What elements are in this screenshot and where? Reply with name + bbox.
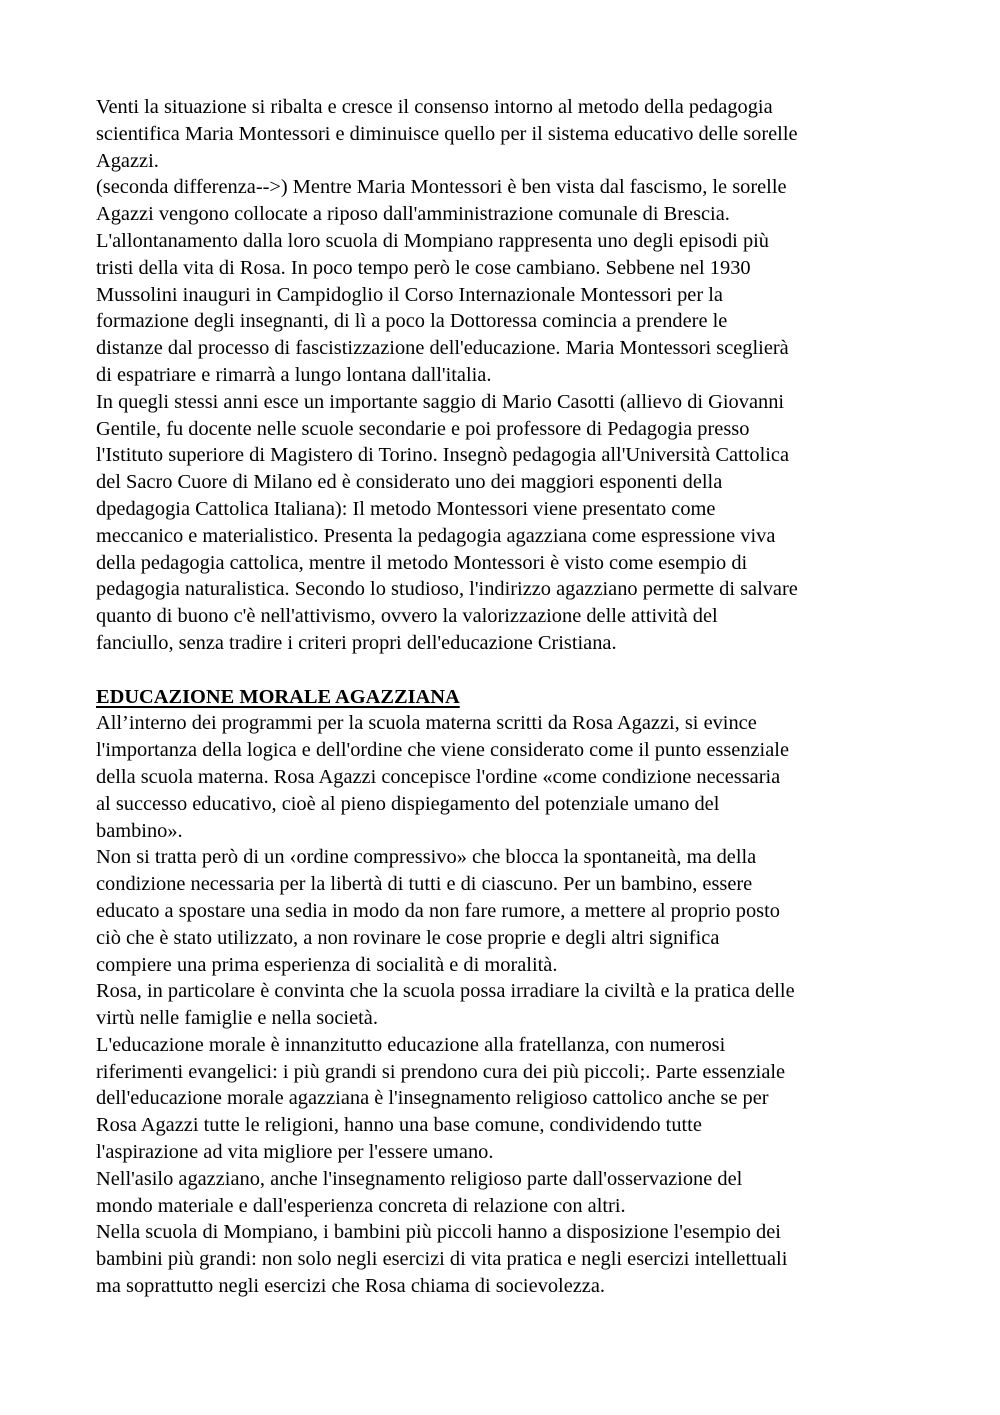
- text-line: fanciullo, senza tradire i criteri propri dell'educazione Cristiana.: [96, 631, 617, 654]
- section-body: [96, 710, 916, 1300]
- document-page: [96, 94, 916, 1300]
- text-line: L'educazione morale è innanzitutto educazione alla fratellanza, con numerosi: [96, 1033, 726, 1056]
- text-line: tristi della vita di Rosa. In poco tempo però le cose cambiano. Sebbene nel 1930: [96, 256, 751, 279]
- text-line: quanto di buono c'è nell'attivismo, ovvero la valorizzazione delle attività del: [96, 605, 718, 628]
- text-line: Nell'asilo agazziano, anche l'insegnamento religioso parte dall'osservazione del: [96, 1167, 743, 1190]
- text-line: ciò che è stato utilizzato, a non rovinare le cose proprie e degli altri significa: [96, 926, 720, 949]
- text-line: In quegli stessi anni esce un importante saggio di Mario Casotti (allievo di Giovanni: [96, 390, 785, 413]
- text-line: Rosa, in particolare è convinta che la scuola possa irradiare la civiltà e la pratica delle: [96, 980, 795, 1003]
- paragraph: [96, 94, 916, 174]
- text-line: Agazzi.: [96, 149, 159, 172]
- text-line: educato a spostare una sedia in modo da non fare rumore, a mettere al proprio posto: [96, 899, 780, 922]
- text-line: di espatriare e rimarrà a lungo lontana dall'italia.: [96, 363, 492, 386]
- text-line: pedagogia naturalistica. Secondo lo studioso, l'indirizzo agazziano permette di salvare: [96, 578, 798, 601]
- text-line: ma soprattutto negli esercizi che Rosa chiama di socievolezza.: [96, 1275, 605, 1298]
- text-line: dell'educazione morale agazziana è l'insegnamento religioso cattolico anche se per: [96, 1087, 769, 1110]
- section-spacer: [96, 657, 916, 684]
- text-line: dpedagogia Cattolica Italiana): Il metodo Montessori viene presentato come: [96, 497, 716, 520]
- text-line: Non si tratta però di un ‹ordine compressivo» che blocca la spontaneità, ma della: [96, 846, 757, 869]
- text-line: bambini più grandi: non solo negli esercizi di vita pratica e negli esercizi intellettuali: [96, 1248, 788, 1271]
- text-line: meccanico e materialistico. Presenta la pedagogia agazziana come espressione viva: [96, 524, 776, 547]
- text-line: Mussolini inauguri in Campidoglio il Corso Internazionale Montessori per la: [96, 283, 723, 306]
- paragraph: [96, 978, 916, 1032]
- section-heading: EDUCAZIONE MORALE AGAZZIANA: [96, 685, 460, 708]
- paragraph: [96, 174, 916, 388]
- text-line: distanze dal processo di fascistizzazione dell'educazione. Maria Montessori sceglierà: [96, 337, 789, 360]
- paragraph: [96, 1219, 916, 1299]
- text-line: L'allontanamento dalla loro scuola di Mompiano rappresenta uno degli episodi più: [96, 229, 770, 252]
- paragraph: [96, 389, 916, 657]
- text-line: Agazzi vengono collocate a riposo dall'amministrazione comunale di Brescia.: [96, 203, 730, 226]
- paragraph: [96, 1032, 916, 1166]
- paragraph: [96, 844, 916, 978]
- text-line: l'Istituto superiore di Magistero di Torino. Insegnò pedagogia all'Università Cattolica: [96, 444, 790, 467]
- text-line: riferimenti evangelici: i più grandi si prendono cura dei più piccoli;. Parte essenziale: [96, 1060, 786, 1083]
- text-line: Rosa Agazzi tutte le religioni, hanno una base comune, condividendo tutte: [96, 1114, 702, 1137]
- text-line: All’interno dei programmi per la scuola materna scritti da Rosa Agazzi, si evince: [96, 712, 757, 735]
- text-line: al successo educativo, cioè al pieno dispiegamento del potenziale umano del: [96, 792, 720, 815]
- text-line: virtù nelle famiglie e nella società.: [96, 1007, 378, 1030]
- paragraph: [96, 710, 916, 844]
- text-line: formazione degli insegnanti, di lì a poco la Dottoressa comincia a prendere le: [96, 310, 728, 333]
- text-line: scientifica Maria Montessori e diminuisce quello per il sistema educativo delle sorelle: [96, 122, 798, 145]
- intro-section: [96, 94, 916, 657]
- text-line: mondo materiale e dall'esperienza concreta di relazione con altri.: [96, 1194, 626, 1217]
- text-line: della scuola materna. Rosa Agazzi concepisce l'ordine «come condizione necessaria: [96, 765, 781, 788]
- text-line: bambino».: [96, 819, 183, 842]
- text-line: l'aspirazione ad vita migliore per l'essere umano.: [96, 1141, 494, 1164]
- text-line: (seconda differenza-->) Mentre Maria Montessori è ben vista dal fascismo, le sorelle: [96, 176, 787, 199]
- text-line: Nella scuola di Mompiano, i bambini più piccoli hanno a disposizione l'esempio dei: [96, 1221, 781, 1244]
- text-line: compiere una prima esperienza di socialità e di moralità.: [96, 953, 558, 976]
- paragraph: [96, 1166, 916, 1220]
- text-line: Venti la situazione si ribalta e cresce il consenso intorno al metodo della pedagogia: [96, 96, 773, 118]
- text-line: del Sacro Cuore di Milano ed è considerato uno dei maggiori esponenti della: [96, 471, 723, 494]
- text-line: della pedagogia cattolica, mentre il metodo Montessori è visto come esempio di: [96, 551, 748, 574]
- text-line: condizione necessaria per la libertà di tutti e di ciascuno. Per un bambino, essere: [96, 873, 753, 896]
- text-line: Gentile, fu docente nelle scuole secondarie e poi professore di Pedagogia presso: [96, 417, 750, 440]
- text-line: l'importanza della logica e dell'ordine che viene considerato come il punto essenziale: [96, 739, 789, 762]
